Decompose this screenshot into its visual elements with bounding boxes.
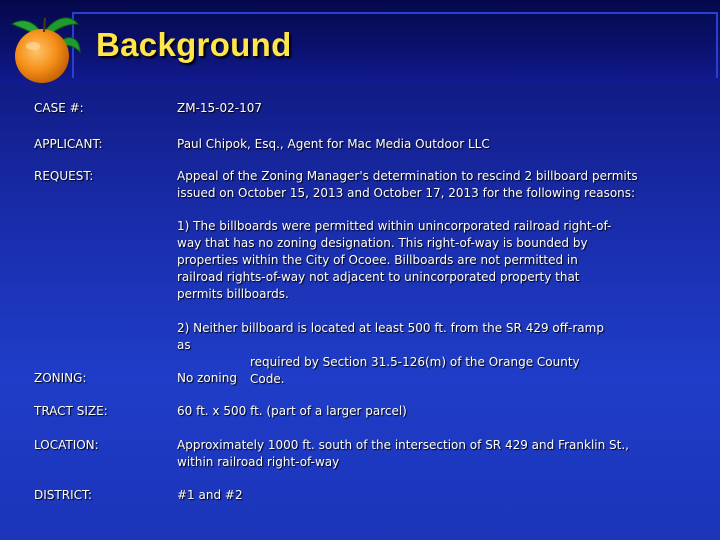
case-label: CASE #: bbox=[34, 101, 84, 115]
applicant-label: APPLICANT: bbox=[34, 137, 103, 151]
case-value: ZM-15-02-107 bbox=[177, 101, 263, 115]
zoning-value: No zoning bbox=[177, 371, 237, 385]
reason-1-text: 1) The billboards were permitted within unincorporated railroad right-of-way that has no zoning designation. This right-of-way is bounded by properties within the City of Ocoee. Billboards are not permitted in railroad rights-of-way not adjacent to unincorporated property that permits billboards. bbox=[177, 219, 612, 301]
zoning-label: ZONING: bbox=[34, 371, 87, 385]
location-value: Approximately 1000 ft. south of the intersection of SR 429 and Franklin St., within railroad right-of-way bbox=[177, 438, 629, 469]
applicant-value: Paul Chipok, Esq., Agent for Mac Media Outdoor LLC bbox=[177, 137, 490, 151]
request-value: Appeal of the Zoning Manager's determination to rescind 2 billboard permits issued on October 15, 2013 and October 17, 2013 for the following reasons: bbox=[177, 169, 638, 200]
reason-2-line-2: required by Section 31.5-126(m) of the Orange County Code. bbox=[250, 355, 580, 386]
page-title: Background bbox=[96, 26, 292, 63]
orange-fruit-icon bbox=[4, 10, 84, 88]
location-label: LOCATION: bbox=[34, 438, 99, 452]
district-label: DISTRICT: bbox=[34, 488, 93, 502]
tract-label: TRACT SIZE: bbox=[34, 404, 108, 418]
tract-value: 60 ft. x 500 ft. (part of a larger parcel) bbox=[177, 404, 407, 418]
reason-2-line-1: 2) Neither billboard is located at least 500 ft. from the SR 429 off-ramp as bbox=[177, 321, 604, 352]
request-label: REQUEST: bbox=[34, 169, 94, 183]
district-value: #1 and #2 bbox=[177, 488, 243, 502]
